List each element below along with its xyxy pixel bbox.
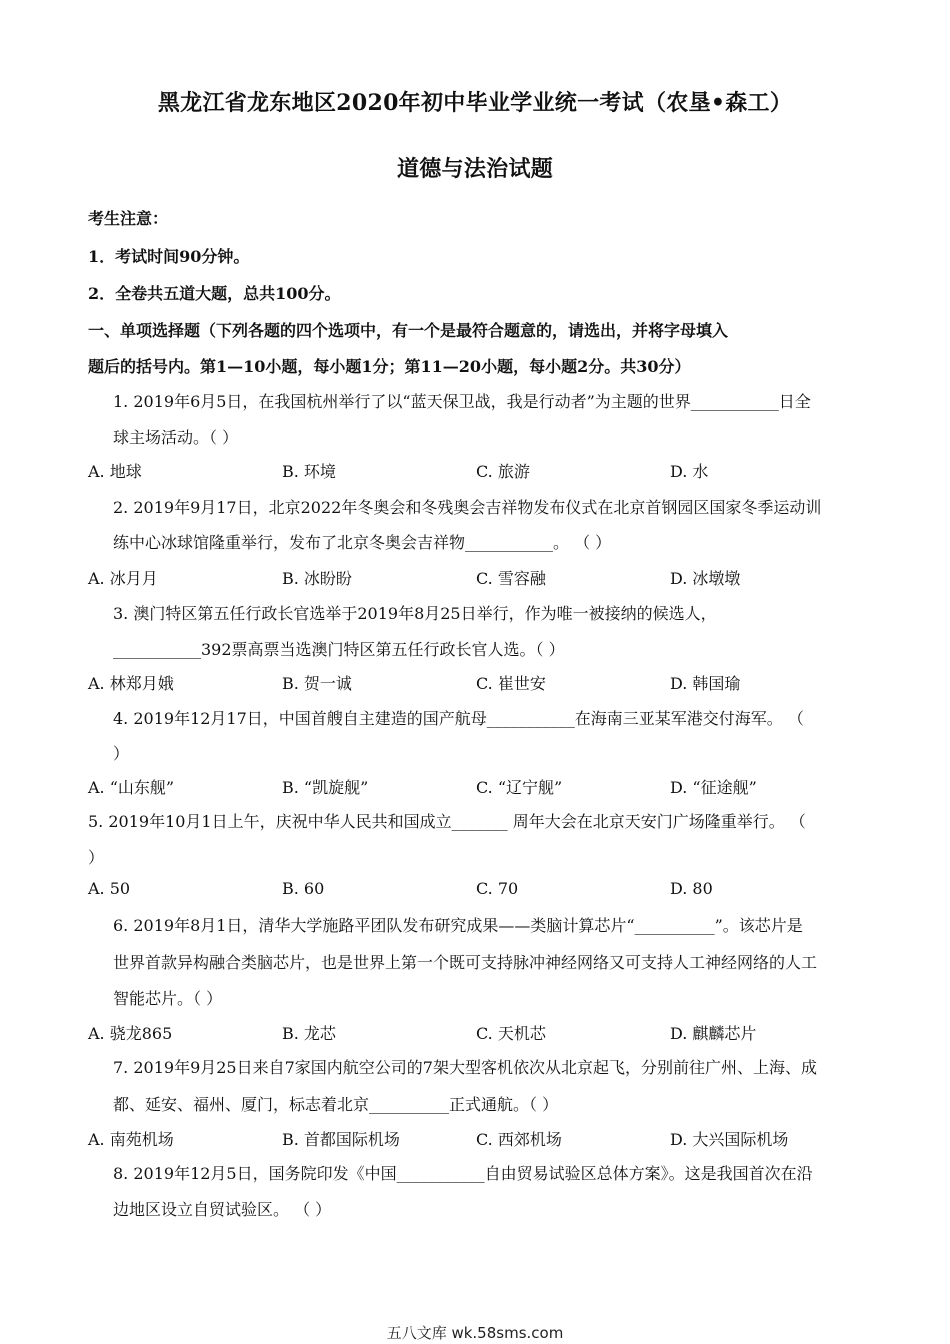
question-text: 练中心冰球馆隆重举行，发布了北京冬奥会吉祥物___________。 （ ） xyxy=(113,533,612,552)
option-d: D. 80 xyxy=(670,879,713,898)
option-d: D. “征途舰” xyxy=(670,778,757,797)
option-a: A. 冰月月 xyxy=(88,569,158,588)
question-text: 世界首款异构融合类脑芯片，也是世界上第一个既可支持脉冲神经网络又可支持人工神经网络的人工 xyxy=(113,953,818,972)
question-text: 8. 2019年12月5日，国务院印发《中国___________自由贸易试验区总体方案》。这是我国首次在沿 xyxy=(113,1164,813,1183)
option-d: D. 麒麟芯片 xyxy=(670,1024,757,1043)
section-heading: 一、单项选择题（下列各题的四个选项中，有一个是最符合题意的，请选出，并将字母填入 xyxy=(88,321,729,340)
question-text: 5. 2019年10月1日上午，庆祝中华人民共和国成立_______ 周年大会在北京天安门广场隆重举行。 （ xyxy=(88,812,806,831)
option-d: D. 冰墩墩 xyxy=(670,569,741,588)
option-b: B. 首都国际机场 xyxy=(282,1130,400,1149)
option-c: C. 西郊机场 xyxy=(476,1130,562,1149)
option-c: C. 旅游 xyxy=(476,462,530,481)
option-d: D. 水 xyxy=(670,462,709,481)
option-b: B. 60 xyxy=(282,879,325,898)
option-c: C. 雪容融 xyxy=(476,569,546,588)
notice-item: 1．考试时间90分钟。 xyxy=(88,247,250,266)
option-d: D. 大兴国际机场 xyxy=(670,1130,789,1149)
option-a: A. 地球 xyxy=(88,462,142,481)
option-c: C. “辽宁舰” xyxy=(476,778,563,797)
option-b: B. “凯旋舰” xyxy=(282,778,369,797)
option-d: D. 韩国瑜 xyxy=(670,674,741,693)
section-heading-cont: 题后的括号内。第1—10小题，每小题1分；第11—20小题，每小题2分。共30分） xyxy=(88,357,691,376)
question-text: ） xyxy=(113,744,130,763)
option-c: C. 天机芯 xyxy=(476,1024,546,1043)
option-b: B. 环境 xyxy=(282,462,336,481)
option-a: A. “山东舰” xyxy=(88,778,175,797)
option-c: C. 70 xyxy=(476,879,519,898)
question-text: 球主场活动。（ ） xyxy=(113,428,239,447)
footer-watermark: 五八文库 wk.58sms.com xyxy=(386,1324,564,1342)
option-a: A. 南苑机场 xyxy=(88,1130,174,1149)
notice-item: 2．全卷共五道大题，总共100分。 xyxy=(88,284,341,303)
question-text: 4. 2019年12月17日，中国首艘自主建造的国产航母___________在海南三亚某军港交付海军。 （ xyxy=(113,709,804,728)
option-a: A. 50 xyxy=(88,879,131,898)
option-b: B. 龙芯 xyxy=(282,1024,336,1043)
option-a: A. 林郑月娥 xyxy=(88,674,174,693)
option-a: A. 骁龙865 xyxy=(88,1024,173,1043)
question-text: 6. 2019年8月1日，清华大学施路平团队发布研究成果——类脑计算芯片“__________”。该芯片是 xyxy=(113,916,803,935)
question-text: 边地区设立自贸试验区。 （ ） xyxy=(113,1200,332,1219)
option-b: B. 贺一诚 xyxy=(282,674,352,693)
notice-heading: 考生注意： xyxy=(88,209,169,228)
option-b: B. 冰盼盼 xyxy=(282,569,352,588)
question-text: 1. 2019年6月5日，在我国杭州举行了以“蓝天保卫战，我是行动者”为主题的世界___________日全 xyxy=(113,392,811,411)
question-text: 3. 澳门特区第五任行政长官选举于2019年8月25日举行，作为唯一被接纳的候选人， xyxy=(113,604,717,623)
question-text: 都、延安、福州、厦门，标志着北京__________正式通航。（ ） xyxy=(113,1095,559,1114)
question-text: ） xyxy=(88,848,105,867)
question-text: 智能芯片。（ ） xyxy=(113,989,223,1008)
option-c: C. 崔世安 xyxy=(476,674,546,693)
question-text: 7. 2019年9月25日来自7家国内航空公司的7架大型客机依次从北京起飞，分别前往广州、上海、成 xyxy=(113,1058,817,1077)
question-text: 2. 2019年9月17日，北京2022年冬奥会和冬残奥会吉祥物发布仪式在北京首钢园区国家冬季运动训 xyxy=(113,498,822,517)
exam-title: 黑龙江省龙东地区2020年初中毕业学业统一考试（农垦•森工） xyxy=(157,90,793,116)
exam-subtitle: 道德与法治试题 xyxy=(396,156,554,182)
question-text: ___________392票高票当选澳门特区第五任行政长官人选。（ ） xyxy=(113,640,565,659)
